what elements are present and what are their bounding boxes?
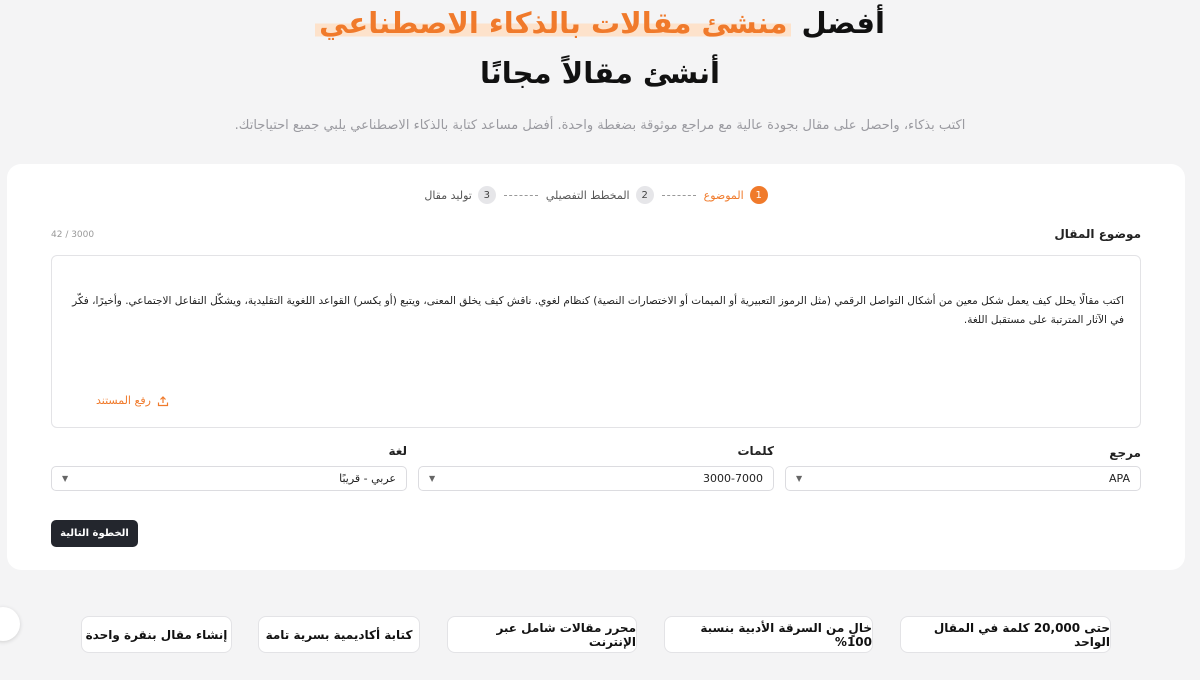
upload-document-button[interactable] xyxy=(96,394,169,407)
chevron-down-icon: ▼ xyxy=(429,474,436,483)
character-counter: 42 / 3000 xyxy=(51,230,95,240)
step-topic[interactable] xyxy=(704,186,768,204)
hero-title-line2: أنشئ مقالاً مجانًا xyxy=(480,56,720,90)
language-select[interactable] xyxy=(51,466,407,491)
step-generate[interactable] xyxy=(424,186,496,204)
hero-title xyxy=(0,4,1200,44)
hero-title-highlight: منشئ مقالات بالذكاء الاصطناعي xyxy=(315,6,791,40)
next-step-button[interactable]: الخطوة التالية xyxy=(51,520,138,547)
hero-subtitle: اكتب بذكاء، واحصل على مقال بجودة عالية مع مراجع موثوقة بضغطة واحدة. أفضل مساعد كتابة بالذكاء الاصطناعي يلبي جميع احتياجاتك. xyxy=(234,118,966,133)
step-outline[interactable] xyxy=(546,186,654,204)
step-divider xyxy=(504,195,538,196)
hero-title-prefix: أفضل xyxy=(801,6,885,40)
chevron-down-icon: ▼ xyxy=(62,474,69,483)
features-row xyxy=(0,616,1200,654)
hero xyxy=(0,0,1200,136)
step-label: المخطط التفصيلي xyxy=(545,188,630,202)
words-value: 3000-7000 xyxy=(703,472,763,485)
language-label: لغة xyxy=(388,444,407,458)
topic-label: موضوع المقال xyxy=(1054,227,1141,241)
upload-icon xyxy=(157,395,169,407)
step-number: 1 xyxy=(750,186,768,204)
reference-label: مرجع xyxy=(1109,446,1141,460)
words-label: كلمات xyxy=(737,444,774,458)
essay-form-card xyxy=(7,164,1185,570)
topic-textarea[interactable] xyxy=(51,255,1141,428)
feature-chip: حتى 20,000 كلمة في المقال الواحد xyxy=(900,616,1111,653)
step-label: توليد مقال xyxy=(424,188,472,202)
language-value: عربي - قريبًا xyxy=(339,472,396,485)
step-label: الموضوع xyxy=(703,188,744,202)
chevron-down-icon: ▼ xyxy=(796,474,803,483)
feature-chip: كتابة أكاديمية بسرية تامة xyxy=(258,616,420,653)
topic-text[interactable]: اكتب مقالًا يحلل كيف يعمل شكل معين من أشكال التواصل الرقمي (مثل الرموز التعبيرية أو الميمات أو الاختصارات النصية) كنظام لغوي. ناقش كيف يخلق المعنى، ويتبع (أو يكسر) القواعد اللغوية التقليدية، ويشكّل التفاعل الاجتماعي. وأخيرًا، فكّر في الآثار المترتبة على مستقبل اللغة. xyxy=(72,295,1124,326)
reference-select[interactable] xyxy=(785,466,1141,491)
step-number: 3 xyxy=(478,186,496,204)
upload-label: رفع المستند xyxy=(96,394,151,407)
words-select[interactable] xyxy=(418,466,774,491)
reference-value: APA xyxy=(1109,472,1130,485)
feature-chip: محرر مقالات شامل عبر الإنترنت xyxy=(447,616,637,653)
feature-chip: إنشاء مقال بنقرة واحدة xyxy=(81,616,232,653)
stepper xyxy=(7,186,1185,204)
feature-chip: خالٍ من السرقة الأدبية بنسبة 100% xyxy=(664,616,873,653)
step-number: 2 xyxy=(636,186,654,204)
step-divider xyxy=(662,195,696,196)
